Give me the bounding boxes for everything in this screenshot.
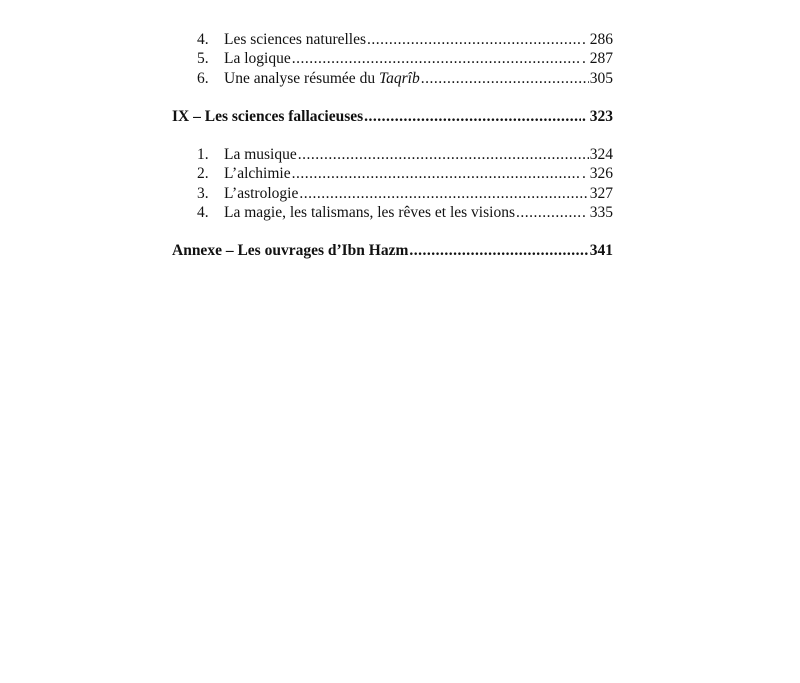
dot-leader <box>298 184 588 203</box>
toc-entry <box>172 30 613 49</box>
section-title: IX – Les sciences fallacieuses <box>172 107 364 125</box>
table-of-contents <box>172 30 613 261</box>
entry-title: L’alchimie <box>224 165 291 183</box>
entry-title <box>224 69 420 88</box>
entry-number: 5. <box>197 50 209 68</box>
entry-number: 2. <box>197 165 209 183</box>
entry-number: 4. <box>197 204 209 222</box>
entry-title-italic: Taqrîb <box>378 69 420 87</box>
entry-number: 6. <box>197 69 209 87</box>
page-number: 327 <box>589 184 613 202</box>
dot-leader <box>291 49 581 68</box>
toc-entry <box>172 164 613 183</box>
entry-title-prefix: Une analyse résumée du <box>224 69 379 87</box>
dot-leader <box>363 107 581 126</box>
dot-leader <box>408 241 588 260</box>
toc-entry <box>172 69 613 88</box>
entry-number: 1. <box>197 146 209 164</box>
page-number: 341 <box>589 242 613 260</box>
entry-title: La logique <box>224 50 291 68</box>
page-number: . 323 <box>582 107 613 125</box>
toc-section-heading <box>172 107 613 126</box>
entry-title: Les sciences naturelles <box>224 31 367 48</box>
toc-entry <box>172 184 613 203</box>
dot-leader <box>366 30 581 49</box>
entry-title: La magie, les talismans, les rêves et les visions <box>224 204 515 222</box>
toc-section-heading <box>172 241 613 260</box>
dot-leader <box>515 203 581 222</box>
section-title: Annexe – Les ouvrages d’Ibn Hazm <box>172 242 409 260</box>
entry-number: 3. <box>197 184 209 202</box>
dot-leader <box>297 145 589 164</box>
entry-number: 4. <box>197 31 209 48</box>
page-number: . 326 <box>582 165 613 183</box>
page-number: . 335 <box>582 204 613 222</box>
dot-leader <box>291 164 581 183</box>
entry-title: La musique <box>224 146 297 164</box>
page-number: 305 <box>589 69 613 87</box>
dot-leader <box>420 69 589 88</box>
toc-entry <box>172 145 613 164</box>
page-number: . 287 <box>582 50 613 68</box>
toc-entry <box>172 203 613 222</box>
toc-entry <box>172 49 613 68</box>
page-number: . 286 <box>582 31 613 48</box>
page-number: 324 <box>589 146 613 164</box>
entry-title: L’astrologie <box>224 184 299 202</box>
